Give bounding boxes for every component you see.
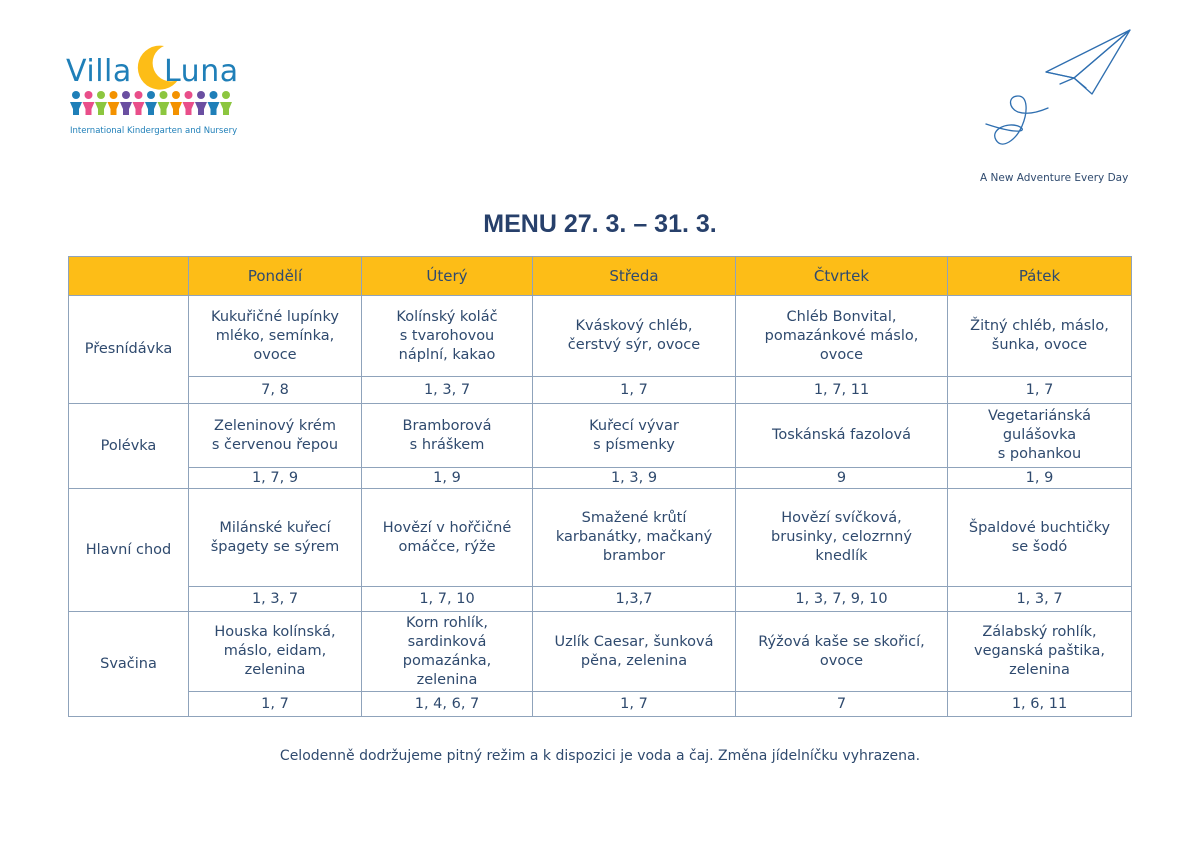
meal-row-allergens	[69, 468, 1132, 489]
allergen-cell: 1, 3, 7	[948, 587, 1132, 612]
dish-cell: Kukuřičné lupínky mléko, semínka, ovoce	[189, 296, 362, 377]
dish-cell: Chléb Bonvital, pomazánkové máslo, ovoce	[736, 296, 948, 377]
dish-cell: Žitný chléb, máslo, šunka, ovoce	[948, 296, 1132, 377]
page-title: MENU 27. 3. – 31. 3.	[483, 210, 717, 238]
allergen-cell: 7, 8	[189, 377, 362, 404]
allergen-cell: 1, 9	[362, 468, 533, 489]
dish-cell: Špaldové buchtičky se šodó	[948, 489, 1132, 587]
dish-cell: Hovězí svíčková, brusinky, celozrnný knedlík	[736, 489, 948, 587]
menu-table	[68, 256, 1132, 717]
dish-cell: Zeleninový krém s červenou řepou	[189, 404, 362, 468]
footer-note: Celodenně dodržujeme pitný režim a k dispozici je voda a čaj. Změna jídelníčku vyhrazena.	[279, 748, 921, 764]
dish-cell: Rýžová kaše se skořicí, ovoce	[736, 612, 948, 692]
paper-plane-icon	[978, 28, 1138, 162]
allergen-cell: 1, 7	[533, 377, 736, 404]
villa-luna-logo	[62, 44, 252, 140]
dish-cell: Vegetariánská gulášovka s pohankou	[948, 404, 1132, 468]
allergen-cell: 1, 7, 10	[362, 587, 533, 612]
corner-cell	[69, 257, 189, 296]
allergen-cell: 1, 3, 9	[533, 468, 736, 489]
child-figure	[108, 91, 120, 115]
allergen-cell: 1, 7	[189, 692, 362, 717]
dish-cell: Kuřecí vývar s písmenky	[533, 404, 736, 468]
child-figure	[183, 91, 195, 115]
dish-cell: Houska kolínská, máslo, eidam, zelenina	[189, 612, 362, 692]
child-figure	[158, 91, 170, 115]
dish-cell: Bramborová s hráškem	[362, 404, 533, 468]
child-figure	[145, 91, 157, 115]
allergen-cell: 1, 7, 9	[189, 468, 362, 489]
meal-name: Svačina	[69, 612, 189, 717]
meal-row-dishes	[69, 296, 1132, 377]
child-figure	[170, 91, 182, 115]
meal-name: Přesnídávka	[69, 296, 189, 404]
allergen-cell: 1, 7	[948, 377, 1132, 404]
child-figure	[70, 91, 82, 115]
dish-cell: Kváskový chléb, čerstvý sýr, ovoce	[533, 296, 736, 377]
dish-cell: Toskánská fazolová	[736, 404, 948, 468]
allergen-cell: 1, 6, 11	[948, 692, 1132, 717]
child-figure	[133, 91, 145, 115]
header-row	[69, 257, 1132, 296]
dish-cell: Kolínský koláč s tvarohovou náplní, kakao	[362, 296, 533, 377]
child-figure	[208, 91, 220, 115]
meal-name: Hlavní chod	[69, 489, 189, 612]
child-figure	[95, 91, 107, 115]
logo-word-villa: Villa	[66, 54, 132, 89]
meal-row-allergens	[69, 692, 1132, 717]
allergen-cell: 1, 3, 7, 9, 10	[736, 587, 948, 612]
dish-cell: Milánské kuřecí špagety se sýrem	[189, 489, 362, 587]
meal-row-allergens	[69, 587, 1132, 612]
allergen-cell: 1, 4, 6, 7	[362, 692, 533, 717]
dish-cell: Korn rohlík, sardinková pomazánka, zelenina	[362, 612, 533, 692]
child-figure	[220, 91, 232, 115]
dish-cell: Hovězí v hořčičné omáčce, rýže	[362, 489, 533, 587]
meal-row-dishes	[69, 489, 1132, 587]
child-figure	[120, 91, 132, 115]
allergen-cell: 1, 7, 11	[736, 377, 948, 404]
day-header-friday: Pátek	[948, 257, 1132, 296]
allergen-cell: 9	[736, 468, 948, 489]
allergen-cell: 1, 9	[948, 468, 1132, 489]
dish-cell: Uzlík Caesar, šunková pěna, zelenina	[533, 612, 736, 692]
meal-row-dishes	[69, 404, 1132, 468]
allergen-cell: 7	[736, 692, 948, 717]
allergen-cell: 1,3,7	[533, 587, 736, 612]
children-figures-icon	[70, 90, 242, 116]
meal-row-dishes	[69, 612, 1132, 692]
day-header-wednesday: Středa	[533, 257, 736, 296]
child-figure	[83, 91, 95, 115]
dish-cell: Smažené krůtí karbanátky, mačkaný brambor	[533, 489, 736, 587]
day-header-tuesday: Úterý	[362, 257, 533, 296]
allergen-cell: 1, 7	[533, 692, 736, 717]
meal-name: Polévka	[69, 404, 189, 489]
meal-row-allergens	[69, 377, 1132, 404]
allergen-cell: 1, 3, 7	[362, 377, 533, 404]
logo-word-luna: Luna	[164, 54, 239, 89]
allergen-cell: 1, 3, 7	[189, 587, 362, 612]
dish-cell: Zálabský rohlík, veganská paštika, zelenina	[948, 612, 1132, 692]
logo-subtitle: International Kindergarten and Nursery	[70, 126, 238, 136]
day-header-thursday: Čtvrtek	[736, 257, 948, 296]
day-header-monday: Pondělí	[189, 257, 362, 296]
child-figure	[195, 91, 207, 115]
tagline: A New Adventure Every Day	[980, 172, 1129, 184]
